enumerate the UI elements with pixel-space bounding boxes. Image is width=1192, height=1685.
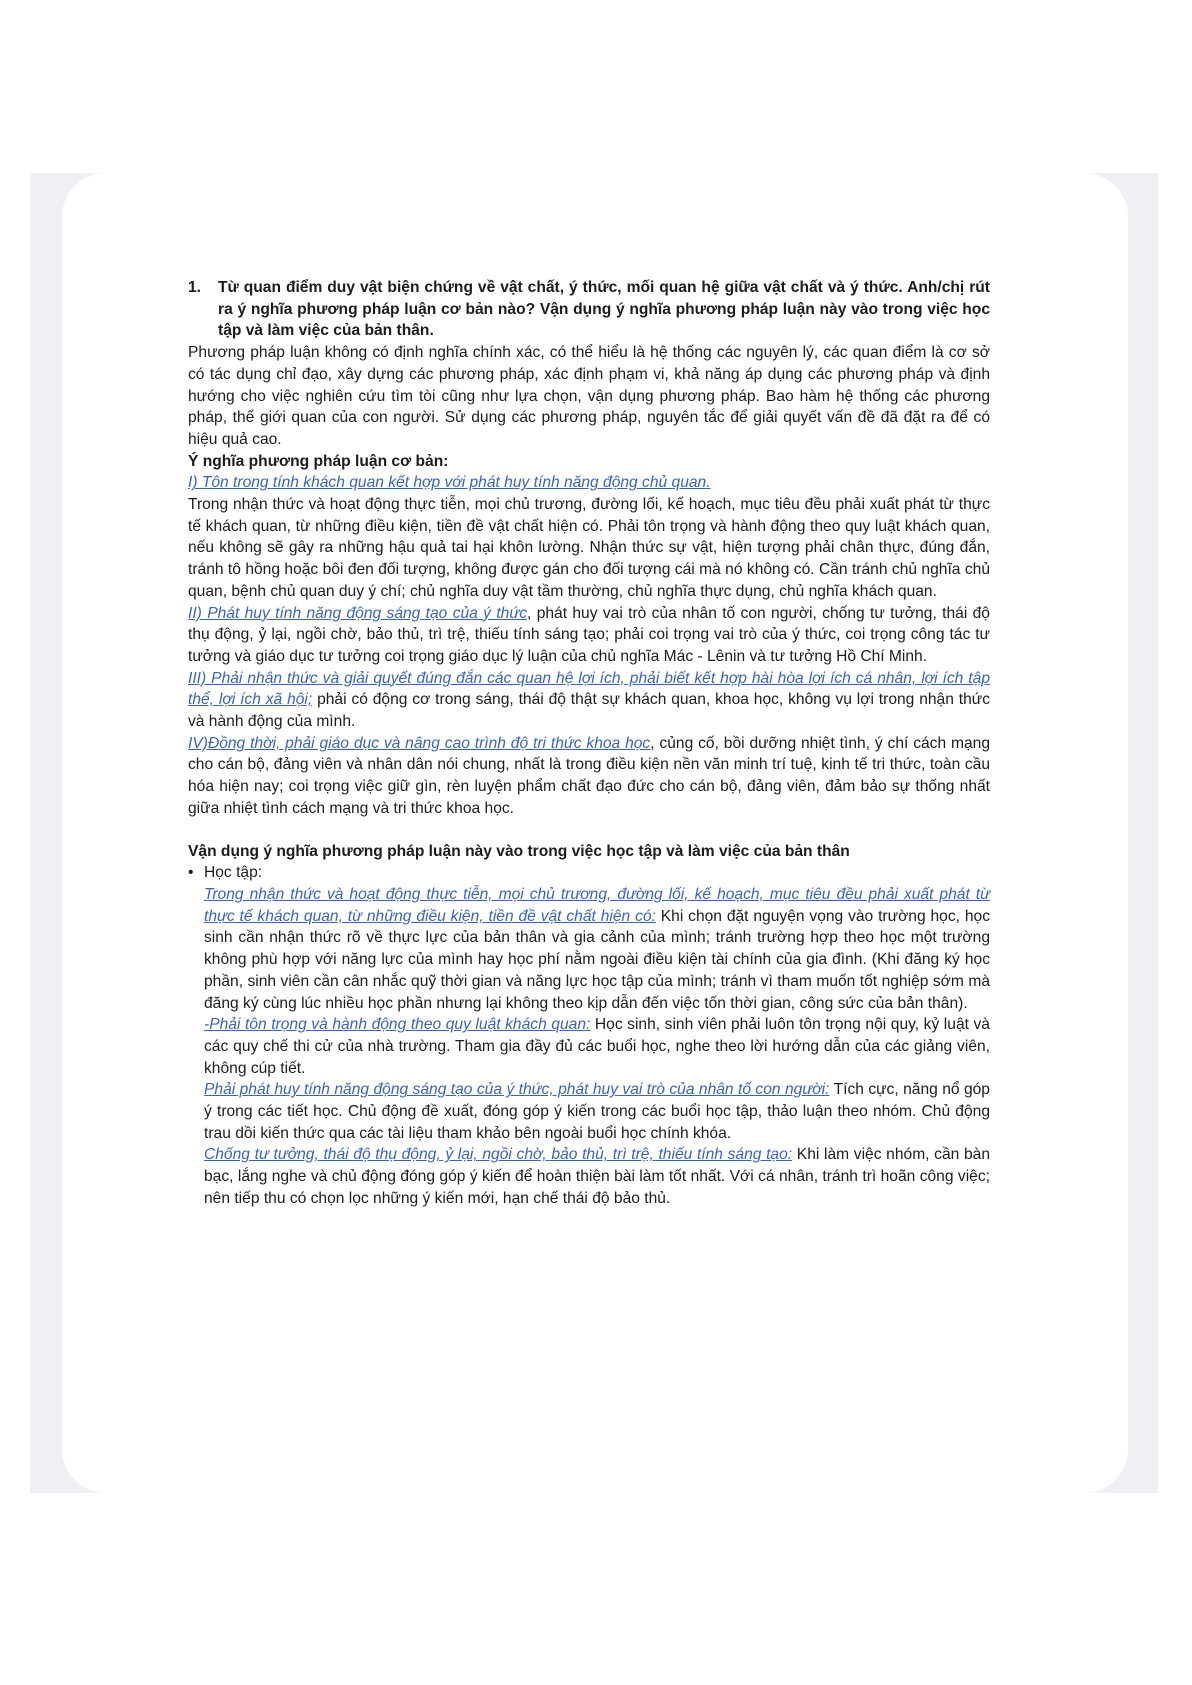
intro-paragraph: Phương pháp luận không có định nghĩa chính xác, có thể hiểu là hệ thống các nguyên lý, các quan điểm là cơ sở có tác dụng chỉ đạo, xây dựng các phương pháp, xác định phạm vi, khả năng áp dụng các phương pháp và định hướng cho việc nghiên cứu tìm tòi cũng như lựa chọn, vận dụng phương pháp. Bao hàm hệ thống các phương pháp, thế giới quan của con người. Sử dụng các phương pháp, nguyên tắc để giải quyết vấn đề đã đặt ra để có hiệu quả cao.	[188, 344, 990, 448]
study-paragraph-1	[188, 884, 990, 1014]
meaning-paragraph-1	[188, 472, 990, 602]
question-number: 1.	[188, 279, 202, 296]
question-text: Từ quan điểm duy vật biện chứng về vật chất, ý thức, mối quan hệ giữa vật chất và ý thức. Anh/chị rút ra ý nghĩa phương pháp luận cơ bản nào? Vận dụng ý nghĩa phương pháp luận này vào trong việc học tập và làm việc của bản thân.	[218, 279, 990, 340]
meaning-2-link[interactable]: II) Phát huy tính năng động sáng tạo của ý thức	[188, 604, 528, 622]
study-4-link[interactable]: Chống tư tưởng, thái độ thụ động, ỷ lại, ngồi chờ, bảo thủ, trì trệ, thiếu tính sáng tạo:	[204, 1146, 793, 1164]
meaning-paragraph-4	[188, 733, 990, 820]
study-1-text: Khi chọn đặt nguyện vọng vào trường học, học sinh cần nhận thức rõ về thực lực của bản thân và gia cảnh của mình; tránh trường hợp theo học một trường không phù hợp với năng lực của mình hay học phí nằm ngoài điều kiện tài chính của gia đình. (Khi đăng ký học phần, sinh viên cần cân nhắc quỹ thời gian và năng lực học tập của mình; tránh vì tham muốn tốt nghiệp sớm mà đăng ký cùng lúc nhiều học phần nhưng lại không theo kịp dẫn đến việc tốn thời gian, công sức của bản thân).	[204, 907, 990, 1012]
document-content	[188, 277, 990, 1210]
study-paragraph-2	[188, 1014, 990, 1079]
bullet-study	[188, 862, 990, 884]
study-2-link[interactable]: -Phải tôn trọng và hành động theo quy luật khách quan:	[204, 1016, 591, 1034]
meaning-4-link[interactable]: IV)Đồng thời, phải giáo dục và nâng cao trình độ tri thức khoa học	[188, 734, 651, 752]
meaning-paragraph-2	[188, 603, 990, 668]
section-heading-meaning: Ý nghĩa phương pháp luận cơ bản:	[188, 452, 449, 470]
question-heading	[188, 277, 990, 342]
bullet-label: Học tập:	[204, 864, 263, 882]
meaning-paragraph-3	[188, 668, 990, 733]
meaning-4-text: , củng cố, bồi dưỡng nhiệt tình, ý chí cách mạng cho cán bộ, đảng viên và nhân dân nói chung, nhất là trong điều kiện nền văn minh trí tuệ, kinh tế tri thức, toàn cầu hóa hiện nay; coi trọng việc giữ gìn, rèn luyện phẩm chất đạo đức cho cán bộ, đảng viên, đảm bảo sự thống nhất giữa nhiệt tình cách mạng và tri thức khoa học.	[188, 734, 990, 817]
meaning-3-text: phải có động cơ trong sáng, thái độ thật sự khách quan, khoa học, không vụ lợi trong nhận thức và hành động của mình.	[188, 691, 990, 731]
study-1-link[interactable]: Trong nhận thức và hoạt động thực tiễn, mọi chủ trương, đường lối, kế hoạch, mục tiêu đều phải xuất phát từ thực tế khách quan, từ những điều kiện, tiền đề vật chất hiện có:	[204, 885, 990, 925]
meaning-2-text: , phát huy vai trò của nhân tố con người, chống tư tưởng, thái độ thụ động, ỷ lại, ngồi chờ, bảo thủ, trì trệ, thiếu tính sáng tạo; phải coi trọng vai trò của ý thức, coi trọng công tác tư tưởng và giáo dục tư tưởng coi trọng giáo dục lý luận của chủ nghĩa Mác - Lênin và tư tưởng Hồ Chí Minh.	[188, 604, 990, 665]
bullet-symbol: •	[188, 864, 194, 882]
study-4-text: Khi làm việc nhóm, cần bàn bạc, lắng nghe và chủ động đóng góp ý kiến để hoàn thiện bài làm tốt nhất. Với cá nhân, tránh trì hoãn công việc; nên tiếp thu có chọn lọc những ý kiến mới, hạn chế thái độ bảo thủ.	[204, 1146, 990, 1207]
meaning-1-link[interactable]: I) Tôn trong tính khách quan kết hợp với phát huy tính năng động chủ quan.	[188, 474, 711, 492]
study-3-link[interactable]: Phải phát huy tính năng động sáng tạo của ý thức, phát huy vai trò của nhân tố con người:	[204, 1081, 830, 1099]
paragraph-gap	[188, 820, 990, 841]
section-heading-application: Vận dụng ý nghĩa phương pháp luận này vào trong việc học tập và làm việc của bản thân	[188, 842, 850, 860]
study-paragraph-3	[188, 1079, 990, 1144]
meaning-1-text: Trong nhận thức và hoạt động thực tiễn, mọi chủ trương, đường lối, kế hoạch, mục tiêu đều phải xuất phát từ thực tế khách quan, từ những điều kiện, tiền đề vật chất hiện có. Phải tôn trọng và hành động theo quy luật khách quan, nếu không sẽ gây ra những hậu quả tai hại khôn lường. Nhận thức sự vật, hiện tượng phải chân thực, đúng đắn, tránh tô hồng hoặc bôi đen đối tượng, không được gán cho đối tượng cái mà nó không có. Cần tránh chủ nghĩa chủ quan, bệnh chủ quan duy ý chí; chủ nghĩa duy vật tầm thường, chủ nghĩa thực dụng, chủ nghĩa khách quan.	[188, 496, 990, 600]
study-3-text: Tích cực, năng nổ góp ý trong các tiết học. Chủ động đề xuất, đóng góp ý kiến trong các buổi học tập, thảo luận theo nhóm. Chủ động trau dồi kiến thức qua các tài liệu tham khảo bên ngoài buổi học chính khóa.	[204, 1081, 990, 1142]
study-paragraph-4	[188, 1144, 990, 1209]
meaning-3-link[interactable]: III) Phải nhận thức và giải quyết đúng đắn các quan hệ lợi ích, phải biết kết hợp hài hòa lợi ích cá nhân, lợi ích tập thể, lợi ích xã hội;	[188, 669, 990, 709]
study-2-text: Học sinh, sinh viên phải luôn tôn trọng nội quy, kỷ luật và các quy chế thi cử của nhà trường. Tham gia đầy đủ các buổi học, nghe theo lời hướng dẫn của các giảng viên, không cúp tiết.	[204, 1016, 990, 1077]
